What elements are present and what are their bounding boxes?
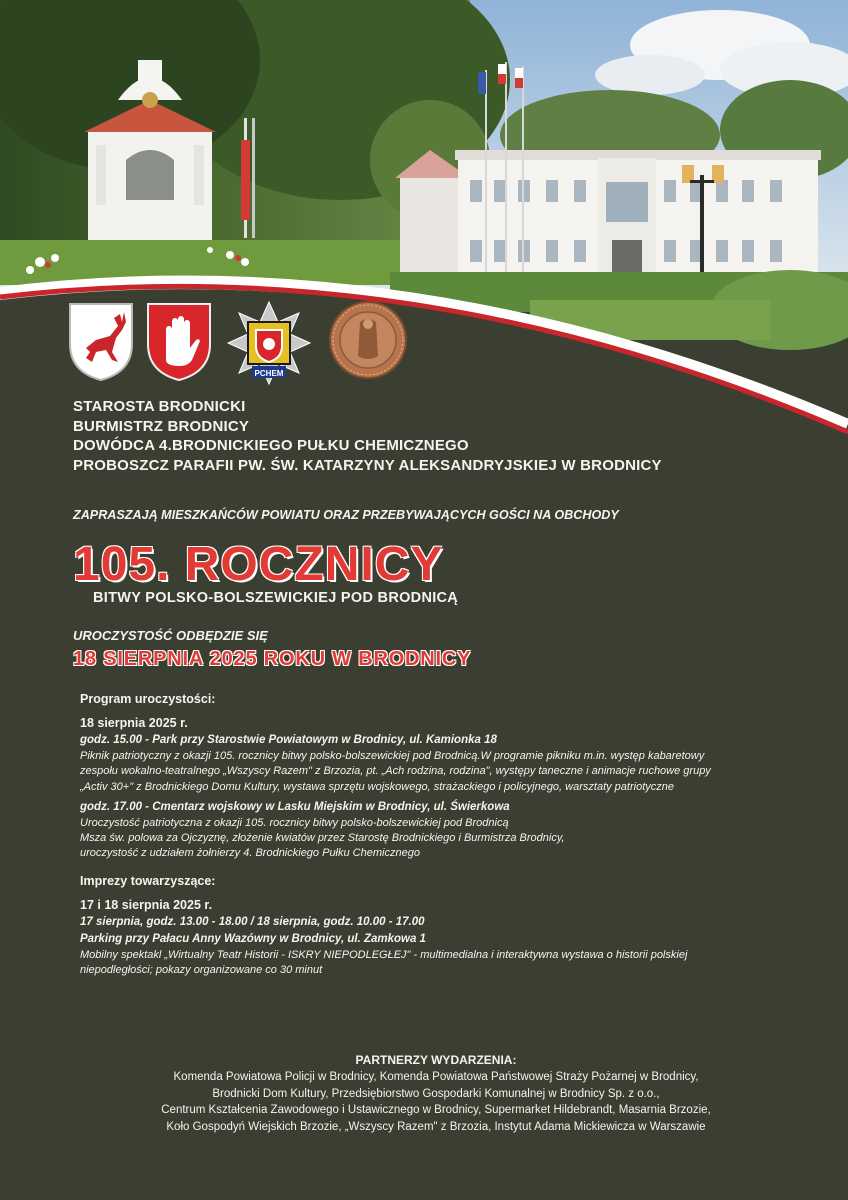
program-event-line: Uroczystość patriotyczna z okazji 105. rocznicy bitwy polsko-bolszewickiej pod Brodnicą (80, 816, 509, 829)
program-event-time: godz. 15.00 - Park przy Starostwie Powiatowym w Brodnicy, ul. Kamionka 18 (80, 734, 497, 746)
svg-text:PCHEM: PCHEM (254, 369, 284, 378)
organizer-line: STAROSTA BRODNICKI (73, 398, 246, 415)
program-event-line: zespołu wokalno-teatralnego „Wszyscy Razem" z Brzozia, pt. „Ach rodzina, rodzina", występy taneczne i animacje ruchowe grupy (80, 765, 711, 778)
side-events-hours: 17 sierpnia, godz. 13.00 - 18.00 / 18 sierpnia, godz. 10.00 - 17.00 (80, 915, 425, 928)
program-section (80, 690, 820, 978)
program-event-time: godz. 17.00 - Cmentarz wojskowy w Lasku Miejskim w Brodnicy, ul. Świerkowa (80, 800, 510, 813)
subtitle: BITWY POLSKO-BOLSZEWICKIEJ POD BRODNICĄ (93, 590, 459, 606)
hand-crest-icon (144, 300, 214, 382)
partners-section (80, 1052, 792, 1135)
partners-line: Brodnicki Dom Kultury, Przedsiębiorstwo Gospodarki Komunalnej w Brodnicy Sp. z o.o., (212, 1087, 660, 1100)
side-events-place: Parking przy Pałacu Anny Wazówny w Brodnicy, ul. Zamkowa 1 (80, 932, 426, 945)
side-events-heading: Imprezy towarzyszące: (80, 873, 216, 888)
crests-row (66, 300, 411, 388)
program-event-line: Msza św. polowa za Ojczyznę, złożenie kwiatów przez Starostę Brodnickiego i Burmistrza Brodnicy, (80, 832, 565, 845)
regiment-badge-icon (226, 300, 312, 386)
partners-line: Koło Gospodyń Wiejskich Brzozie, „Wszyscy Razem" z Brzozia, Instytut Adama Mickiewicza w Warszawie (166, 1120, 706, 1133)
parish-seal-icon (328, 300, 408, 380)
main-title: 105. ROCZNICY (73, 538, 444, 591)
invitation-text: ZAPRASZAJĄ MIESZKAŃCÓW POWIATU ORAZ PRZEBYWAJĄCYCH GOŚCI NA OBCHODY (73, 508, 619, 522)
deer-crest-icon (66, 300, 136, 382)
event-date: 18 SIERPNIA 2025 ROKU W BRODNICY (73, 648, 472, 670)
program-event-line: uroczystość z udziałem żołnierzy 4. Brodnickiego Pułku Chemicznego (80, 847, 420, 860)
organizer-line: PROBOSZCZ PARAFII PW. ŚW. KATARZYNY ALEKSANDRYJSKIEJ W BRODNICY (73, 456, 662, 474)
held-label: UROCZYSTOŚĆ ODBĘDZIE SIĘ (73, 628, 268, 643)
partners-line: Komenda Powiatowa Policji w Brodnicy, Komenda Powiatowa Państwowej Straży Pożarnej w Brodnicy, (173, 1071, 699, 1083)
organizers-list (73, 397, 793, 475)
program-event-line: Piknik patriotyczny z okazji 105. rocznicy bitwy polsko-bolszewickiej pod Brodnicą.W programie pikniku m.in. występ kabaretowy (80, 750, 705, 762)
program-event-line: „Activ 30+" z Brodnickiego Domu Kultury, wystawa sprzętu wojskowego, strażackiego i policyjnego, warsztaty patriotyczne (80, 780, 674, 793)
partners-heading: PARTNERZY WYDARZENIA: (355, 1053, 517, 1067)
organizer-line: BURMISTRZ BRODNICY (73, 417, 250, 435)
side-events-line: niepodległości; pokazy organizowane co 30 minut (80, 964, 323, 977)
partners-line: Centrum Kształcenia Zawodowego i Ustawicznego w Brodnicy, Supermarket Hildebrandt, Masarnia Brzozie, (161, 1104, 711, 1116)
side-events-days: 17 i 18 sierpnia 2025 r. (80, 897, 213, 912)
organizer-line: DOWÓDCA 4.BRODNICKIEGO PUŁKU CHEMICZNEGO (73, 437, 469, 454)
side-events-line: Mobilny spektakl „Wirtualny Teatr Historii - ISKRY NIEPODLEGŁEJ" - multimedialna i interaktywna wystawa o historii polskiej (80, 948, 688, 961)
program-day: 18 sierpnia 2025 r. (80, 716, 188, 730)
program-heading: Program uroczystości: (80, 692, 216, 706)
